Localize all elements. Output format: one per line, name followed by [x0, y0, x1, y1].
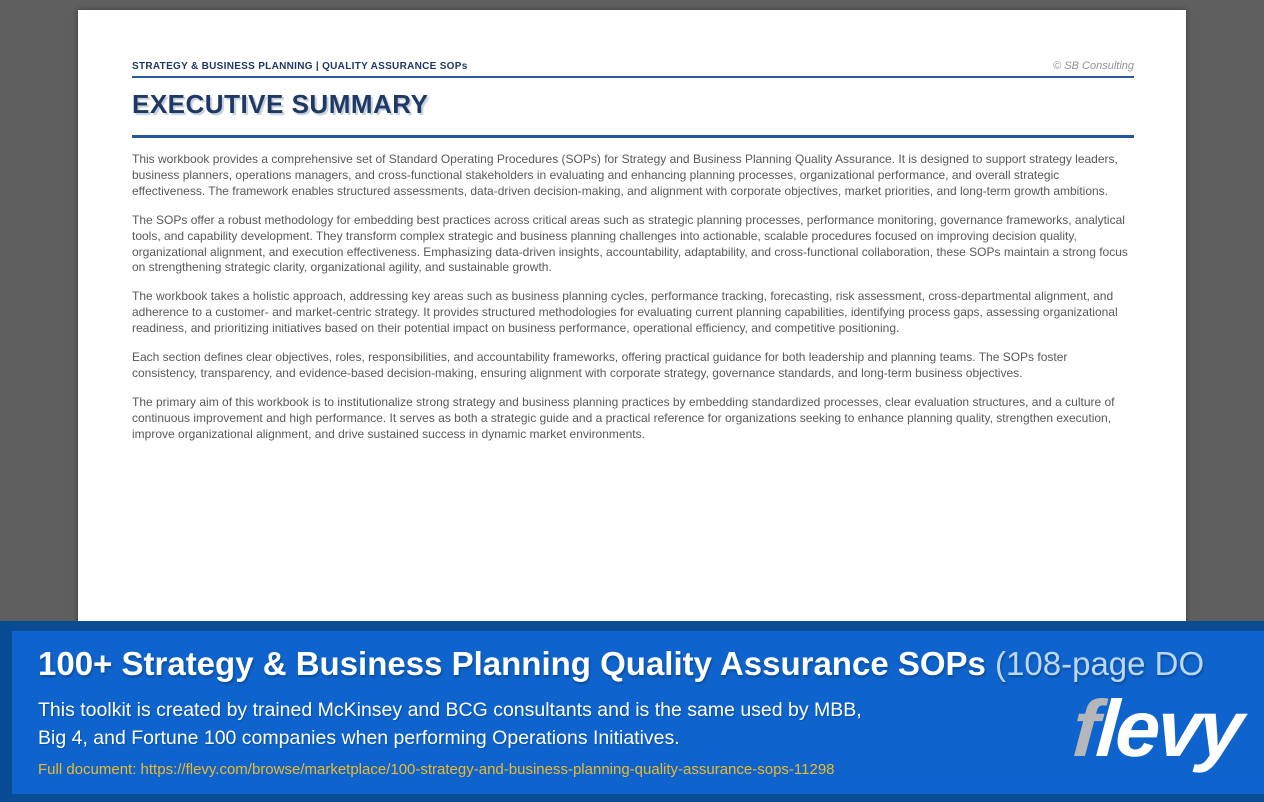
summary-paragraph: The workbook takes a holistic approach, addressing key areas such as business planning cycles, performance tracking, forecasting, risk assessment, cross-departmental alignment, and adherence to a customer- and market-centric strategy. It provides structured methodologies for evaluating current planning capabilities, identifying process gaps, assessing organizational readiness, and prioritizing initiatives based on their potential impact on business performance, operational efficiency, and competitive positioning.: [132, 289, 1118, 336]
full-document-link[interactable]: https://flevy.com/browse/marketplace/100-strategy-and-business-planning-quality-assurance-sops-11298: [140, 761, 835, 778]
summary-body: [132, 152, 1132, 443]
banner-title: [38, 645, 1264, 683]
banner-subtitle-line: This toolkit is created by trained McKinsey and BCG consultants and is the same used by MBB,: [38, 699, 862, 721]
document-content: [78, 10, 1186, 443]
page-title: EXECUTIVE SUMMARY: [132, 89, 429, 119]
flevy-logo-f: f: [1069, 684, 1100, 773]
banner-title-suffix: (108-page DO: [985, 645, 1205, 682]
banner-subtitle-line: Big 4, and Fortune 100 companies when performing Operations Initiatives.: [38, 727, 680, 749]
flevy-logo-levy: levy: [1093, 684, 1244, 773]
banner-link-prefix: Full document:: [38, 761, 141, 778]
document-header: [132, 60, 1134, 72]
summary-paragraph: Each section defines clear objectives, roles, responsibilities, and accountability frameworks, offering practical guidance for both leadership and planning teams. The SOPs foster consistency, transparency, and evidence-based decision-making, ensuring alignment with corporate strategy, governance standards, and long-term business objectives.: [132, 350, 1068, 380]
flevy-logo: [1069, 684, 1244, 773]
breadcrumb: STRATEGY & BUSINESS PLANNING | QUALITY ASSURANCE SOPs: [132, 61, 468, 72]
summary-paragraph: The primary aim of this workbook is to institutionalize strong strategy and business planning practices by embedding standardized processes, clear evaluation structures, and a culture of continuous improvement and high performance. It serves as both a strategic guide and a practical reference for organizations seeking to enhance planning quality, strengthen execution, improve organizational alignment, and drive sustained success in dynamic market environments.: [132, 394, 1115, 441]
summary-paragraph: The SOPs offer a robust methodology for embedding best practices across critical areas such as strategic planning processes, performance monitoring, governance frameworks, analytical tools, and capability development. They transform complex strategic and business planning challenges into actionable, scalable procedures focused on improving decision quality, organizational alignment, and execution effectiveness. Emphasizing data-driven insights, accountability, adaptability, and cross-functional collaboration, these SOPs maintain a strong focus on strengthening strategic clarity, organizational agility, and sustainable growth.: [132, 212, 1128, 275]
promo-banner: [12, 631, 1264, 794]
summary-paragraph: This workbook provides a comprehensive set of Standard Operating Procedures (SOPs) for Strategy and Business Planning Quality Assurance. It is designed to support strategy leaders, business planners, operations managers, and cross-functional stakeholders in evaluating and enhancing planning processes, organizational performance, and overall strategic effectiveness. The framework enables structured assessments, data-driven decision-making, and alignment with corporate objectives, market priorities, and long-term growth ambitions.: [132, 152, 1118, 198]
copyright-note: © SB Consulting: [1053, 60, 1134, 72]
promo-banner-frame: [0, 621, 1264, 802]
title-divider: [132, 135, 1134, 138]
header-divider: [132, 76, 1134, 78]
banner-title-main: 100+ Strategy & Business Planning Quality Assurance SOPs: [38, 645, 986, 682]
